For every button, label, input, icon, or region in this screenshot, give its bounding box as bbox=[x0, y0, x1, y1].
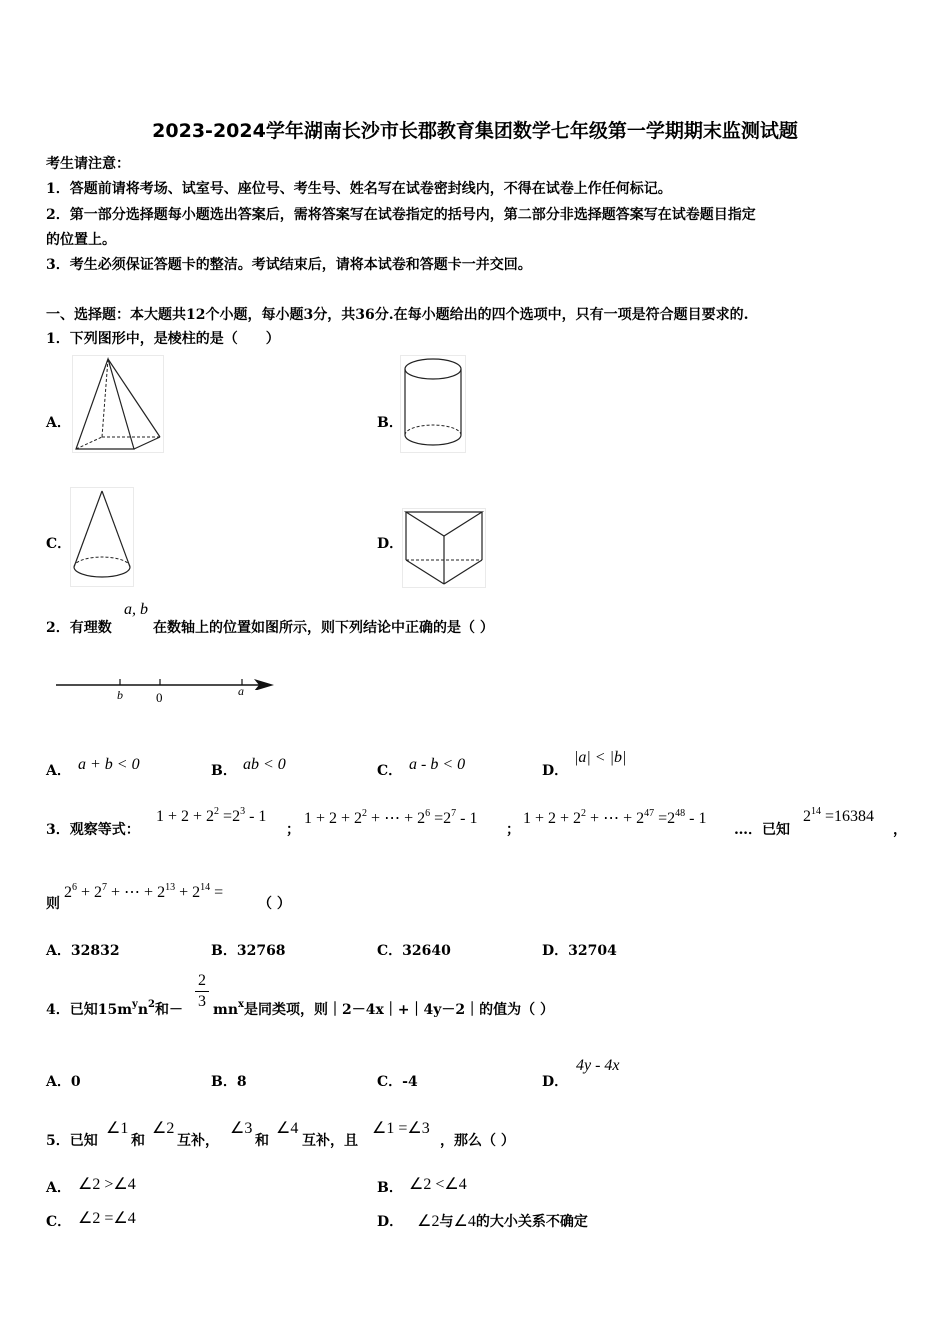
notice-item-2-cont: 的位置上。 bbox=[46, 232, 116, 248]
q4-option-c: C．-4 bbox=[377, 1074, 418, 1090]
triangular-prism-figure bbox=[402, 508, 486, 588]
q5-angle-3: ∠3 bbox=[230, 1120, 253, 1137]
q5-option-b-label: B． bbox=[377, 1180, 403, 1196]
q4-option-d-expr: 4y - 4x bbox=[576, 1057, 620, 1074]
q3-paren: （ ） bbox=[258, 896, 291, 912]
q3-then: 则 bbox=[46, 896, 60, 912]
pyramid-figure bbox=[72, 355, 164, 453]
q5-option-c-label: C． bbox=[46, 1214, 72, 1230]
q3-equation-1: $1 + 2 + 2^2 =2^3 - 1$ bbox=[156, 806, 267, 825]
q3-option-d: D．32704 bbox=[542, 943, 617, 959]
page-title: 2023-2024学年湖南长沙市长郡教育集团数学七年级第一学期期末监测试题 bbox=[152, 120, 798, 142]
q5-and-1: 和 bbox=[131, 1133, 145, 1149]
q3-stem-pre: 3．观察等式： bbox=[46, 822, 140, 838]
cylinder-figure bbox=[400, 355, 466, 453]
q3-known-value: $2^{14} =16384$ bbox=[803, 806, 875, 825]
q5-option-a-label: A． bbox=[46, 1180, 71, 1196]
notice-heading: 考生请注意： bbox=[46, 156, 130, 172]
q2-option-a-label: A． bbox=[46, 763, 71, 779]
q5-option-d: D． ∠2与∠4的大小关系不确定 bbox=[377, 1213, 588, 1230]
q1-option-c-label: C． bbox=[46, 536, 72, 552]
q1-option-b-label: B． bbox=[377, 415, 403, 431]
section-heading: 一、选择题：本大题共12个小题，每小题3分，共36分.在每小题给出的四个选项中，只有一项是符合题目要求的. bbox=[46, 307, 749, 323]
axis-label-zero: 0 bbox=[156, 690, 163, 705]
q5-stem-pre: 5．已知 bbox=[46, 1133, 98, 1149]
number-line bbox=[56, 676, 278, 690]
q4-option-d-label: D． bbox=[542, 1074, 569, 1090]
q2-stem-pre: 2．有理数 bbox=[46, 620, 112, 636]
axis-label-b: b bbox=[117, 688, 123, 702]
q1-option-a-label: A． bbox=[46, 415, 71, 431]
q2-vars: a, b bbox=[124, 601, 148, 618]
q5-angle-2: ∠2 bbox=[152, 1120, 175, 1137]
q3-known-pre: …．已知 bbox=[734, 822, 790, 838]
q3-option-c: C．32640 bbox=[377, 943, 451, 959]
cone-figure bbox=[70, 487, 134, 587]
q3-comma: ， bbox=[893, 822, 907, 838]
q5-complement-2: 互补，且 bbox=[302, 1133, 358, 1149]
q1-option-d-label: D． bbox=[377, 536, 404, 552]
q3-equation-2: $1 + 2 + 2^2$ + ⋯ + $2^6 =2^7 - 1$ bbox=[304, 808, 478, 827]
q3-sum-expression: $2^6 + 2^7$ + ⋯ + $2^{13} + 2^{14}$ = bbox=[64, 882, 224, 901]
q5-option-b-expr: ∠2 <∠4 bbox=[409, 1176, 467, 1193]
q4-option-b: B．8 bbox=[211, 1074, 247, 1090]
q4-stem-d: $mn^x$是同类项，则｜2－4x｜+｜4y－2｜的值为（ ） bbox=[213, 999, 555, 1018]
q3-separator-1: ； bbox=[286, 822, 300, 838]
q3-option-b: B．32768 bbox=[211, 943, 286, 959]
q2-option-a-expr: a + b < 0 bbox=[78, 756, 140, 773]
q2-option-d-expr: |a| < |b| bbox=[574, 749, 627, 766]
notice-item-2: 2．第一部分选择题每小题选出答案后，需将答案写在试卷指定的括号内，第二部分非选择题答案写在试卷题目指定 bbox=[46, 207, 756, 223]
q2-option-b-label: B． bbox=[211, 763, 237, 779]
axis-label-a: a bbox=[238, 684, 244, 698]
q2-option-c-label: C． bbox=[377, 763, 403, 779]
q3-equation-3: $1 + 2 + 2^2$ + ⋯ + $2^{47} =2^{48} - 1$ bbox=[523, 808, 707, 827]
q2-stem-post: 在数轴上的位置如图所示，则下列结论中正确的是（ ） bbox=[153, 620, 494, 636]
q3-option-a: A．32832 bbox=[46, 943, 120, 959]
q4-option-a: A．0 bbox=[46, 1074, 81, 1090]
q4-fraction: $\frac{2}{3}$ bbox=[195, 972, 209, 1011]
q5-option-a-expr: ∠2 >∠4 bbox=[78, 1176, 136, 1193]
notice-item-1: 1．答题前请将考场、试室号、座位号、考生号、姓名写在试卷密封线内，不得在试卷上作任何标记。 bbox=[46, 181, 672, 197]
notice-item-3: 3．考生必须保证答题卡的整洁。考试结束后，请将本试卷和答题卡一并交回。 bbox=[46, 257, 532, 273]
q5-angle-1: ∠1 bbox=[106, 1120, 129, 1137]
q2-option-c-expr: a - b < 0 bbox=[409, 756, 466, 773]
q4-stem-a: 4．已知$15m^yn^2$和－ bbox=[46, 999, 184, 1018]
q2-option-b-expr: ab < 0 bbox=[243, 756, 286, 773]
q5-equality: ∠1 =∠3 bbox=[372, 1120, 430, 1137]
q1-stem: 1．下列图形中，是棱柱的是（ ） bbox=[46, 331, 280, 347]
q5-complement-1: 互补， bbox=[177, 1133, 219, 1149]
q5-option-c-expr: ∠2 =∠4 bbox=[78, 1210, 136, 1227]
q5-angle-4: ∠4 bbox=[276, 1120, 299, 1137]
q5-and-2: 和 bbox=[255, 1133, 269, 1149]
q2-option-d-label: D． bbox=[542, 763, 569, 779]
q3-separator-2: ； bbox=[506, 822, 520, 838]
q5-tail: ，那么（ ） bbox=[440, 1133, 515, 1149]
